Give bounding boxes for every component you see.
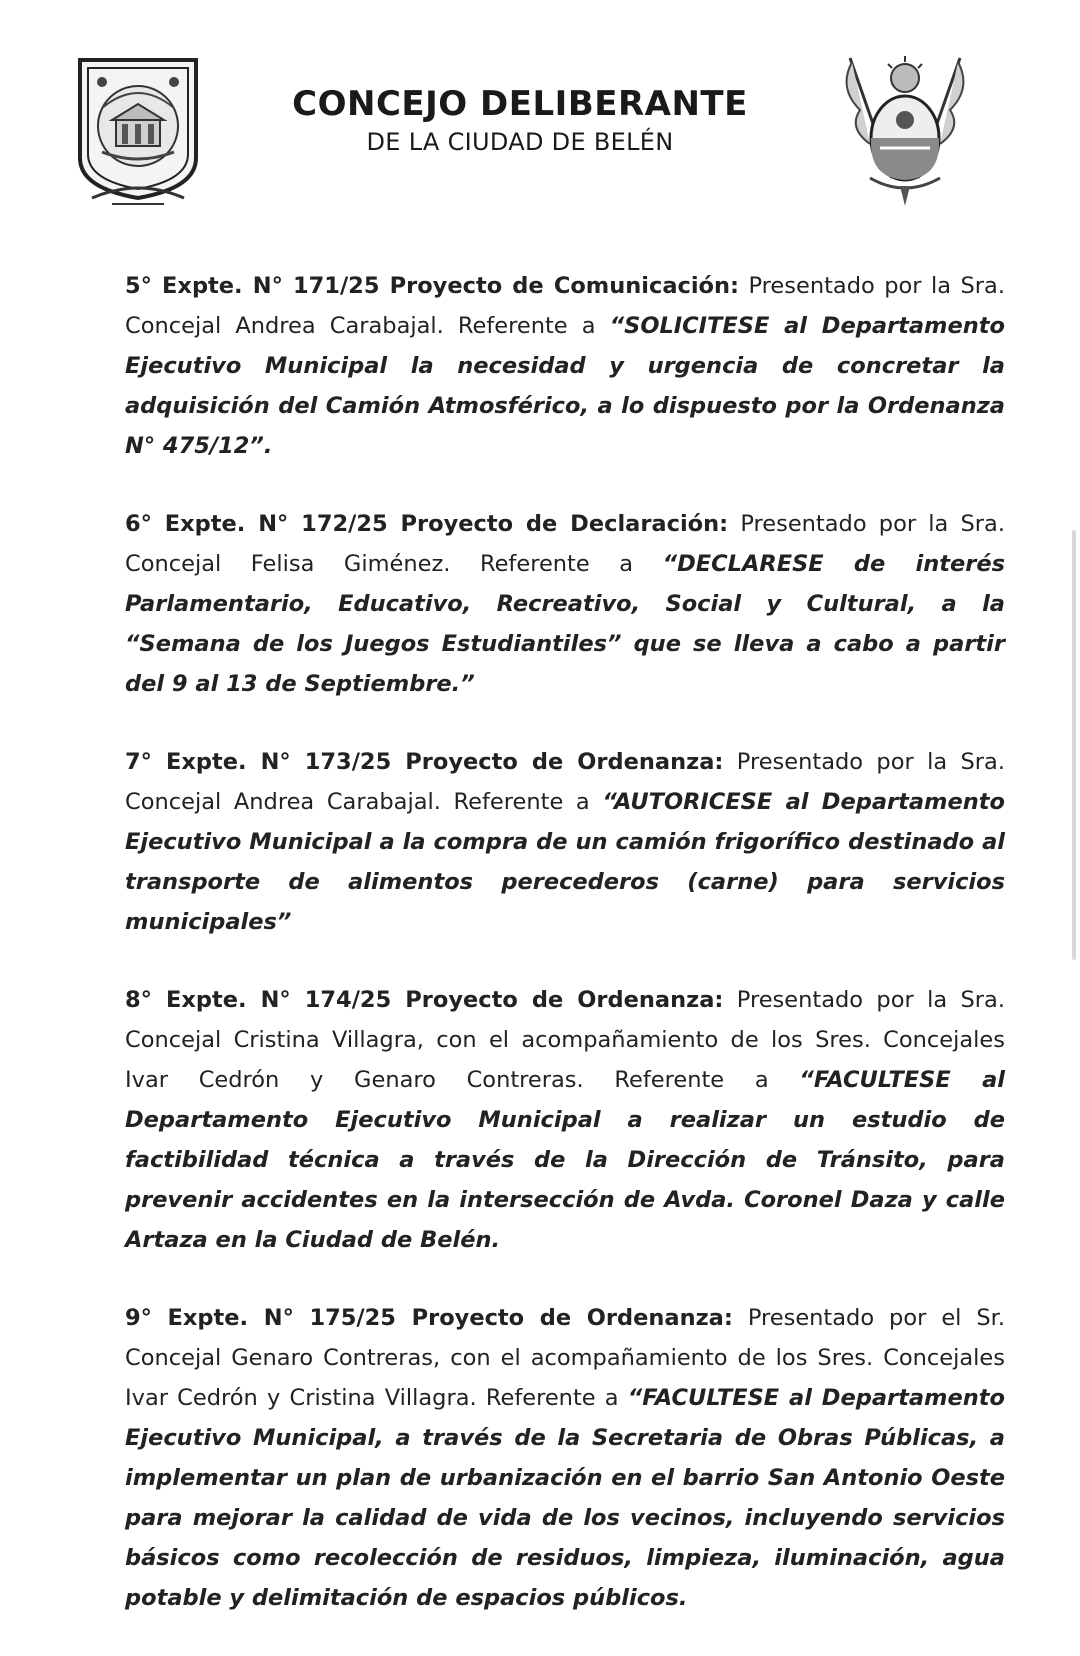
council-subtitle: DE LA CIUDAD DE BELÉN <box>366 128 674 156</box>
list-item <box>125 1298 1005 1618</box>
expedientes-list <box>125 266 1005 1656</box>
entry-quote: “FACULTESE al Departamento Ejecutivo Municipal, a través de la Secretaria de Obras Públicas, a implementar un plan de urbanización en el barrio San Antonio Oeste para mejorar la calidad de vida de los vecinos, incluyendo servicios básicos como recolección de residuos, limpieza, iluminación, agua potable y delimitación de espacios públicos. <box>125 1385 1005 1611</box>
entry-heading: 5° Expte. N° 171/25 Proyecto de Comunicación: <box>125 273 740 299</box>
entry-quote: “DECLARESE de interés Parlamentario, Educativo, Recreativo, Social y Cultural, a la “Semana de los Juegos Estudiantiles” que se lleva a cabo a partir del 9 al 13 de Septiembre.” <box>125 551 1005 697</box>
list-item <box>125 504 1005 704</box>
document-header <box>0 0 1080 240</box>
list-item <box>125 742 1005 942</box>
entry-body: Presentado por la Sra. Concejal Cristina Villagra, con el acompañamiento de los Sres. Concejales Ivar Cedrón y Genaro Contreras. Referente a <box>125 987 1005 1093</box>
belen-city-coat-of-arms-icon <box>72 48 204 208</box>
entry-body: Presentado por la Sra. Concejal Andrea Carabajal. Referente a <box>125 273 1005 339</box>
scrollbar[interactable] <box>1072 530 1076 960</box>
entry-body: Presentado por el Sr. Concejal Genaro Contreras, con el acompañamiento de los Sres. Concejales Ivar Cedrón y Cristina Villagra. Referente a <box>125 1305 1005 1411</box>
list-item <box>125 980 1005 1260</box>
entry-heading: 9° Expte. N° 175/25 Proyecto de Ordenanza: <box>125 1305 733 1331</box>
catamarca-province-coat-of-arms-icon <box>830 48 980 208</box>
entry-quote: “SOLICITESE al Departamento Ejecutivo Municipal la necesidad y urgencia de concretar la adquisición del Camión Atmosférico, a lo dispuesto por la Ordenanza N° 475/12”. <box>125 313 1005 459</box>
entry-heading: 8° Expte. N° 174/25 Proyecto de Ordenanza: <box>125 987 724 1013</box>
entry-body: Presentado por la Sra. Concejal Andrea Carabajal. Referente a <box>125 749 1005 815</box>
list-item <box>125 266 1005 466</box>
entry-body: Presentado por la Sra. Concejal Felisa Giménez. Referente a <box>125 511 1005 577</box>
entry-heading: 7° Expte. N° 173/25 Proyecto de Ordenanza: <box>125 749 724 775</box>
entry-heading: 6° Expte. N° 172/25 Proyecto de Declaración: <box>125 511 729 537</box>
entry-quote: “AUTORICESE al Departamento Ejecutivo Municipal a la compra de un camión frigorífico destinado al transporte de alimentos perecederos (carne) para servicios municipales” <box>125 789 1005 935</box>
council-title: CONCEJO DELIBERANTE <box>292 84 748 124</box>
entry-quote: “FACULTESE al Departamento Ejecutivo Municipal a realizar un estudio de factibilidad técnica a través de la Dirección de Tránsito, para prevenir accidentes en la intersección de Avda. Coronel Daza y calle Artaza en la Ciudad de Belén. <box>125 1067 1005 1253</box>
council-title-block <box>220 82 820 158</box>
